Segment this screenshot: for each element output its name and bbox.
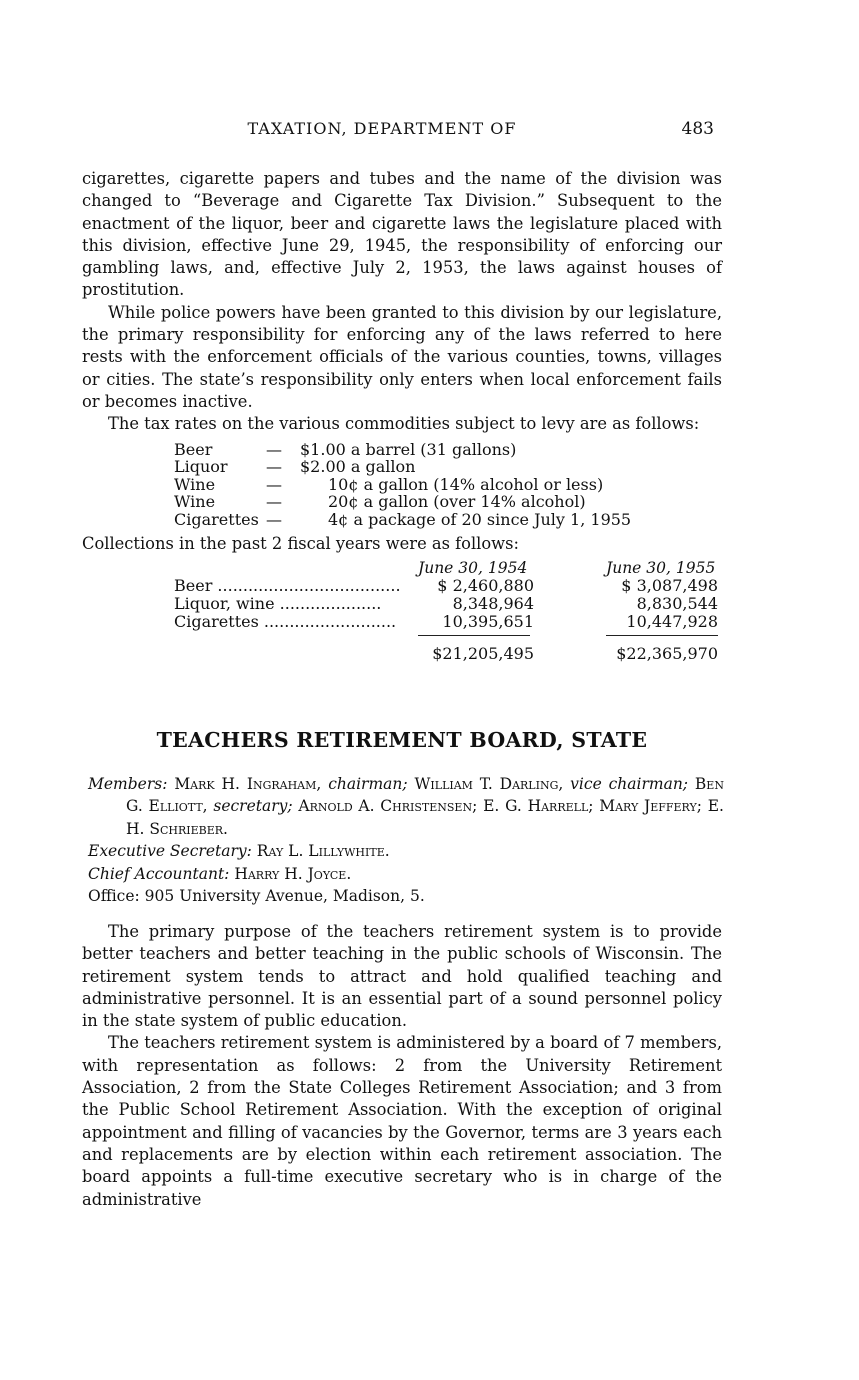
taxation-section-body [82, 168, 722, 667]
table-row-totals [174, 643, 722, 661]
paragraph-continuation: cigarettes, cigarette papers and tubes and the name of the division was changed to “Beverage and Cigarette Tax Division.” Subsequent to the enactment of the liquor, beer and cigarette laws the legislature placed with this division, effective June 29, 1945, the responsibility of enforcing our gambling laws, and, effective July 2, 1953, the laws against houses of prostitution. [82, 169, 722, 300]
paragraph-tax-rates-intro: The tax rates on the various commodities subject to levy are as follows: [108, 414, 700, 434]
tax-rate-value: $2.00 a gallon [300, 457, 416, 477]
collections-total-1955: $22,365,970 [616, 643, 718, 663]
collections-table [82, 555, 722, 667]
tax-rate-item: Beer [174, 439, 213, 459]
member-name: Ben G. Elliott, [126, 775, 724, 816]
tax-rate-row [174, 458, 722, 476]
paragraph-police-powers: While police powers have been granted to this division by our legislature, the primary responsibility for enforcing any of the laws referred to here rests with the enforcement officials of the various counties, towns, villages or cities. The state’s responsibility only enters when local enforcement fails or becomes inactive. [82, 302, 722, 411]
page-number: 483 [681, 119, 714, 139]
tax-rate-row [174, 493, 722, 511]
total-rule-1954 [418, 635, 530, 636]
collections-value-1955: 8,830,544 [636, 593, 718, 613]
table-row [174, 611, 722, 629]
collections-header-1954: June 30, 1954 [418, 558, 528, 577]
table-row [174, 575, 722, 593]
collections-value-1955: 10,447,928 [626, 611, 718, 631]
collections-label: Cigarettes .......................... [174, 611, 397, 631]
tax-rates-list [174, 441, 722, 529]
tax-rate-item: Wine [174, 474, 216, 494]
collections-value-1954: 10,395,651 [442, 611, 534, 631]
collections-intro: Collections in the past 2 fiscal years were as follows: [82, 533, 519, 553]
member-name: Mark H. Ingraham, [174, 775, 322, 793]
collections-value-1954: $ 2,460,880 [437, 575, 534, 595]
members-label: Members: [88, 775, 168, 793]
chief-accountant-label: Chief Accountant: [88, 864, 230, 883]
tax-rate-dash: — [266, 509, 282, 529]
tax-rate-item: Wine [174, 492, 216, 512]
section-title: TEACHERS RETIREMENT BOARD, STATE [156, 728, 648, 752]
member-role: vice chairman; [570, 775, 689, 793]
tax-rate-dash: — [266, 457, 282, 477]
tax-rate-row [174, 441, 722, 459]
tax-rate-value: $1.00 a barrel (31 gallons) [300, 439, 517, 459]
collections-value-1954: 8,348,964 [452, 593, 534, 613]
tax-rate-dash: — [266, 439, 282, 459]
running-title: TAXATION, DEPARTMENT OF [247, 119, 517, 138]
total-rule-1955 [606, 635, 718, 636]
collections-header-1955: June 30, 1955 [606, 558, 716, 577]
executive-secretary-name: Ray L. Lillywhite. [256, 842, 390, 861]
paragraph-administration: The teachers retirement system is administered by a board of 7 members, with representation as follows: 2 from the University Retirement Association, 2 from the State Colleges Retirement Association; and 3 from the Public School Retirement Association. With the exception of original appointment and filling of vacancies by the Governor, terms are 3 years each and replacements are by election within each retirement association. The board appoints a full-time executive secretary who is in charge of the administrative [82, 1033, 722, 1209]
chief-accountant-name: Harry H. Joyce. [234, 864, 352, 883]
retirement-section-body [82, 921, 722, 1211]
chief-accountant-line [88, 863, 724, 885]
member-role: chairman; [328, 775, 408, 793]
tax-rate-row [174, 511, 722, 529]
executive-secretary-line [88, 840, 724, 862]
member-name: Arnold A. Christensen; [298, 797, 478, 816]
tax-rate-value: 20¢ a gallon (over 14% alcohol) [328, 492, 586, 512]
members-list [88, 773, 724, 840]
tax-rate-dash: — [266, 474, 282, 494]
collections-label: Liquor, wine .................... [174, 593, 382, 613]
tax-rate-item: Liquor [174, 457, 228, 477]
collections-value-1955: $ 3,087,498 [621, 575, 718, 595]
tax-rate-value: 10¢ a gallon (14% alcohol or less) [328, 474, 604, 494]
collections-total-1954: $21,205,495 [432, 643, 534, 663]
tax-rate-row [174, 476, 722, 494]
executive-secretary-label: Executive Secretary: [88, 842, 252, 861]
table-row [174, 593, 722, 611]
running-header [82, 119, 722, 141]
tax-rate-dash: — [266, 492, 282, 512]
member-name: William T. Darling, [414, 775, 564, 793]
tax-rate-value: 4¢ a package of 20 since July 1, 1955 [328, 509, 632, 529]
board-members-block [88, 773, 724, 907]
collections-label: Beer .................................... [174, 575, 401, 595]
paragraph-primary-purpose: The primary purpose of the teachers retirement system is to provide better teachers and better teaching in the public schools of Wisconsin. The retirement system tends to attract and hold qualified teaching and administrative personnel. It is an essential part of a sound personnel policy in the state system of public education. [82, 922, 722, 1031]
member-role: secretary; [213, 797, 293, 816]
tax-rate-item: Cigarettes [174, 509, 259, 529]
member-names-rest: E. G. Harrell; Mary Jeffery; E. H. Schrieber. [126, 797, 724, 838]
office-line: Office: 905 University Avenue, Madison, 5. [88, 887, 425, 906]
